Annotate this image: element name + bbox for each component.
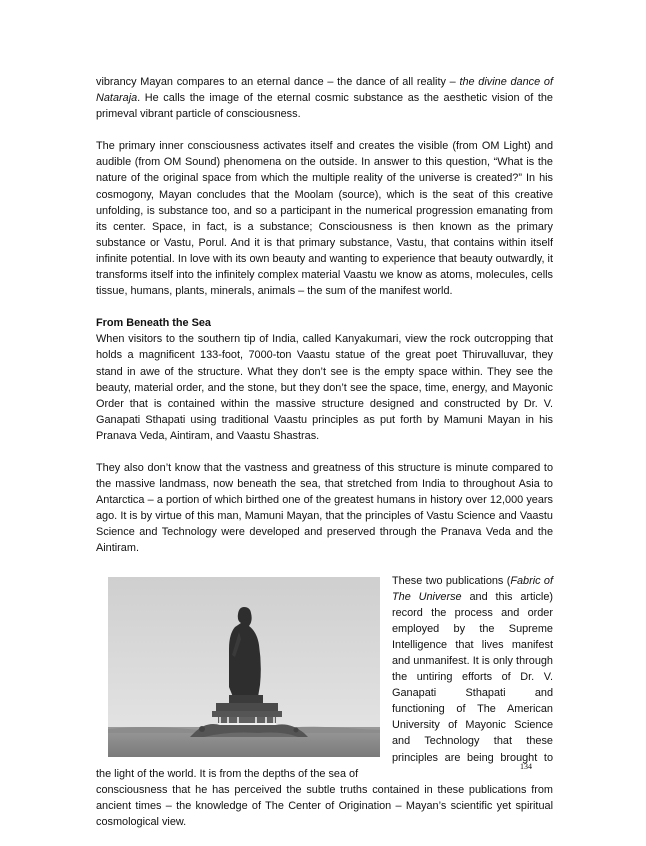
paragraph-1	[96, 74, 553, 122]
paragraph-1-text-b: . He calls the image of the eternal cosmic substance as the aesthetic vision of the primeval vibrant particle of consciousness.	[96, 92, 553, 121]
document-page	[96, 74, 553, 846]
side-text-emphasis: Fabric of The Universe	[392, 574, 553, 603]
closing-paragraph: consciousness that he has perceived the subtle truths contained in these publications from ancient times – the knowledge of The Center of Origination – Mayan’s scientific yet spiritual cosmological view.	[96, 783, 553, 828]
statue-photo	[108, 577, 380, 757]
side-text-a: These two publications (	[392, 574, 511, 587]
paragraph-1-text-a: vibrancy Mayan compares to an eternal dance – the dance of all reality –	[96, 76, 460, 88]
figure-row	[96, 573, 553, 782]
side-text-b: and this article) record the process and order employed by the Supreme Intelligence that lives manifest and unmanifest. It is only through the untiring efforts of Dr. V. Ganapati Sthapati and functioning of The American University of Mayonic Science and Technology that these principles are being brought to the light of the world. It is from the depths of the sea of	[96, 590, 554, 780]
paragraph-3: When visitors to the southern tip of India, called Kanyakumari, view the rock outcropping that holds a magnificent 133-foot, 7000-ton Vaastu statue of the great poet Thiruvalluvar, they stand in awe of the structure. What they don’t see is the empty space within. They see the beauty, material order, and the stone, but they don’t see the space, time, energy, and Mayonic Order that is contained within the massive structure designed and constructed by Dr. V. Ganapati Sthapati using traditional Vaastu principles as put forth by Mamuni Mayan in his Pranava Veda, Aintiram, and Vaastu Shastras.	[96, 333, 553, 442]
section-heading: From Beneath the Sea	[96, 317, 211, 330]
paragraph-1-emphasis: the divine dance of Nataraja	[96, 76, 553, 105]
statue-photo-image	[108, 577, 380, 757]
paragraph-2: The primary inner consciousness activates itself and creates the visible (from OM Light) and audible (from OM Sound) phenomena on the outside. In answer to this question, “What is the nature of the original space from which the multiple reality of the universe is created?” In his cosmogony, Mayan concludes that the Moolam (source), which is the seat of this creative unfolding, is substance too, and so a participant in the numerical progression emanating from its center. Space, in fact, is a substance; Consciousness is then known as the primary substance or Vastu, Porul. And it is that primary substance, Vastu, that contains within itself infinite potential. In love with its own beauty and wanting to experience that beauty outwardly, it transforms itself into the infinitely complex material Vaastu we know as atoms, molecules, cells tissue, humans, plants, minerals, animals – the sum of the manifest world.	[96, 140, 553, 298]
page-number: 134	[520, 762, 532, 771]
paragraph-4: They also don’t know that the vastness and greatness of this structure is minute compared to the massive landmass, now beneath the sea, that stretched from India to throughout Asia to Antarctica – a portion of which birthed one of the greatest humans in history over 12,000 years ago. It is by virtue of this man, Mamuni Mayan, that the principles of Vastu Science and Vaastu Science and Technology were developed and preserved through the Pranava Veda and the Aintiram.	[96, 461, 553, 555]
